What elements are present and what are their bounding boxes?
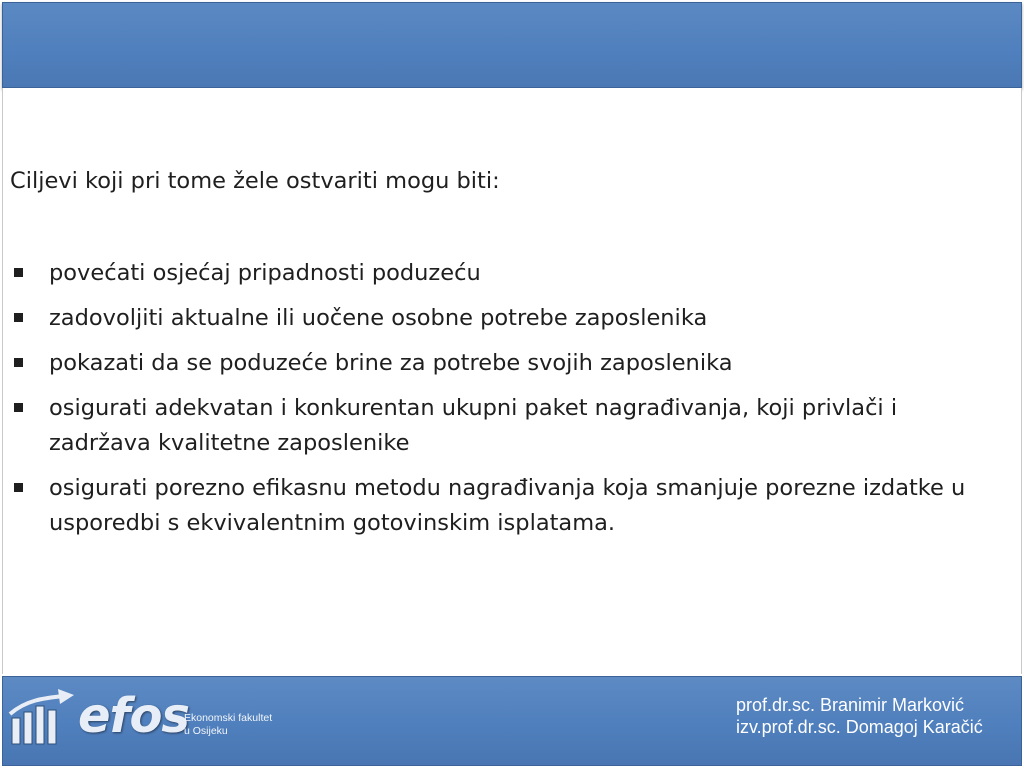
author-2: izv.prof.dr.sc. Domagoj Karačić	[736, 717, 983, 737]
bullet-text: pokazati da se poduzeće brine za potrebe svojih zaposlenika	[49, 350, 733, 376]
logo-subtitle	[184, 712, 272, 738]
bullet-text: zadovoljiti aktualne ili uočene osobne potrebe zaposlenika	[49, 305, 708, 331]
efos-logo	[8, 684, 298, 752]
authors	[736, 694, 983, 738]
square-bullet-icon	[14, 483, 23, 492]
bullet-text: povećati osjećaj pripadnosti poduzeću	[49, 260, 481, 286]
bullet-item	[10, 471, 1000, 541]
logo-line-1: Ekonomski fakultet	[184, 712, 273, 724]
logo-wordmark: efos	[78, 688, 189, 744]
square-bullet-icon	[14, 313, 23, 322]
bullet-list	[10, 256, 1000, 551]
bullet-item	[10, 301, 1000, 336]
bar-chart-arrow-icon	[8, 688, 80, 748]
square-bullet-icon	[14, 403, 23, 412]
bullet-item	[10, 346, 1000, 381]
bullet-item	[10, 256, 1000, 291]
bullet-text: osigurati porezno efikasnu metodu nagrađivanja koja smanjuje porezne izdatke u usporedbi s ekvivalentnim gotovinskim isplatama.	[49, 475, 966, 536]
bullet-text: osigurati adekvatan i konkurentan ukupni paket nagrađivanja, koji privlači i zadržava kvalitetne zaposlenike	[49, 395, 898, 456]
logo-line-2: u Osijeku	[184, 725, 228, 737]
intro-text: Ciljevi koji pri tome žele ostvariti mogu biti:	[10, 168, 500, 194]
square-bullet-icon	[14, 268, 23, 277]
author-1: prof.dr.sc. Branimir Marković	[736, 695, 965, 715]
bullet-item	[10, 391, 1000, 461]
square-bullet-icon	[14, 358, 23, 367]
title-bar	[2, 2, 1022, 88]
